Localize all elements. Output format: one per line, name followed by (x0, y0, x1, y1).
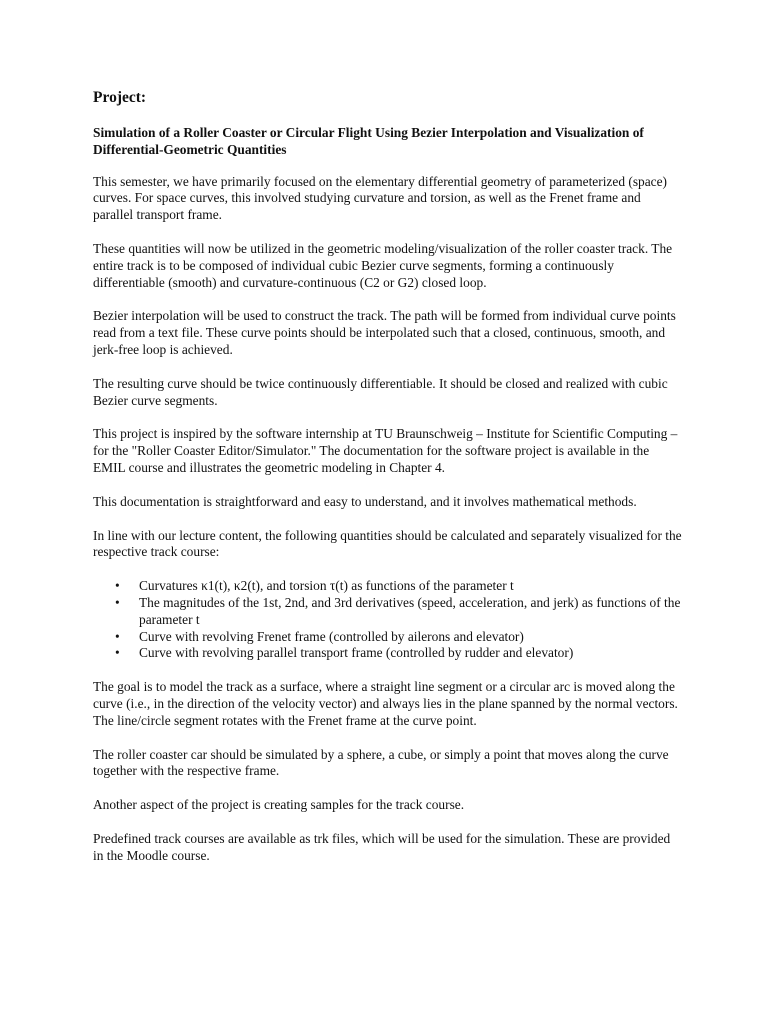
paragraph-bezier-interpolation: Bezier interpolation will be used to construct the track. The path will be formed from individual curve points read from a text file. These curve points should be interpolated such that a closed, continuous, smooth, and jerk-free loop is achieved. (93, 308, 676, 357)
list-item: • Curve with revolving parallel transport frame (controlled by rudder and elevator) (93, 645, 683, 662)
paragraph-quantities-usage: These quantities will now be utilized in the geometric modeling/visualization of the roller coaster track. The entire track is to be composed of individual cubic Bezier curve segments, forming a continuously differentiable (smooth) and curvature-continuous (C2 or G2) closed loop. (93, 240, 673, 290)
paragraph-samples: Another aspect of the project is creating samples for the track course. (93, 797, 465, 813)
paragraph-goal: The goal is to model the track as a surface, where a straight line segment or a circular arc is moved along the curve (i.e., in the direction of the velocity vector) and always lies in the plane spanned by the normal vectors. The line/circle segment rotates with the Frenet frame at the curve point. (93, 679, 678, 728)
document-page (93, 88, 683, 882)
quantities-list (93, 578, 683, 662)
paragraph-car-simulation: The roller coaster car should be simulated by a sphere, a cube, or simply a point that moves along the curve together with the respective frame. (93, 746, 669, 779)
project-title: Simulation of a Roller Coaster or Circular Flight Using Bezier Interpolation and Visualization of Differential-Geometric Quantities (93, 125, 644, 157)
list-item: • Curve with revolving Frenet frame (controlled by ailerons and elevator) (93, 629, 683, 646)
list-item: • The magnitudes of the 1st, 2nd, and 3rd derivatives (speed, acceleration, and jerk) as functions of the parameter t (93, 595, 683, 629)
paragraph-twice-differentiable: The resulting curve should be twice continuously differentiable. It should be closed and realized with cubic Bezier curve segments. (93, 375, 668, 408)
list-item: • Curvatures κ1(t), κ2(t), and torsion τ(t) as functions of the parameter t (93, 578, 683, 595)
paragraph-documentation: This documentation is straightforward and easy to understand, and it involves mathematical methods. (93, 493, 637, 509)
paragraph-inspiration: This project is inspired by the software internship at TU Braunschweig – Institute for Scientific Computing – for the "Roller Coaster Editor/Simulator." The documentation for the software project is available in the EMIL course and illustrates the geometric modeling in Chapter 4. (93, 426, 678, 475)
paragraph-intro: This semester, we have primarily focused on the elementary differential geometry of parameterized (space) curves. For space curves, this involved studying curvature and torsion, as well as the Frenet frame and parallel transport frame. (93, 173, 668, 223)
document-heading: Project: (93, 89, 147, 106)
paragraph-list-intro: In line with our lecture content, the following quantities should be calculated and separately visualized for the respective track course: (93, 527, 682, 560)
paragraph-track-files: Predefined track courses are available as trk files, which will be used for the simulation. These are provided in the Moodle course. (93, 830, 671, 863)
